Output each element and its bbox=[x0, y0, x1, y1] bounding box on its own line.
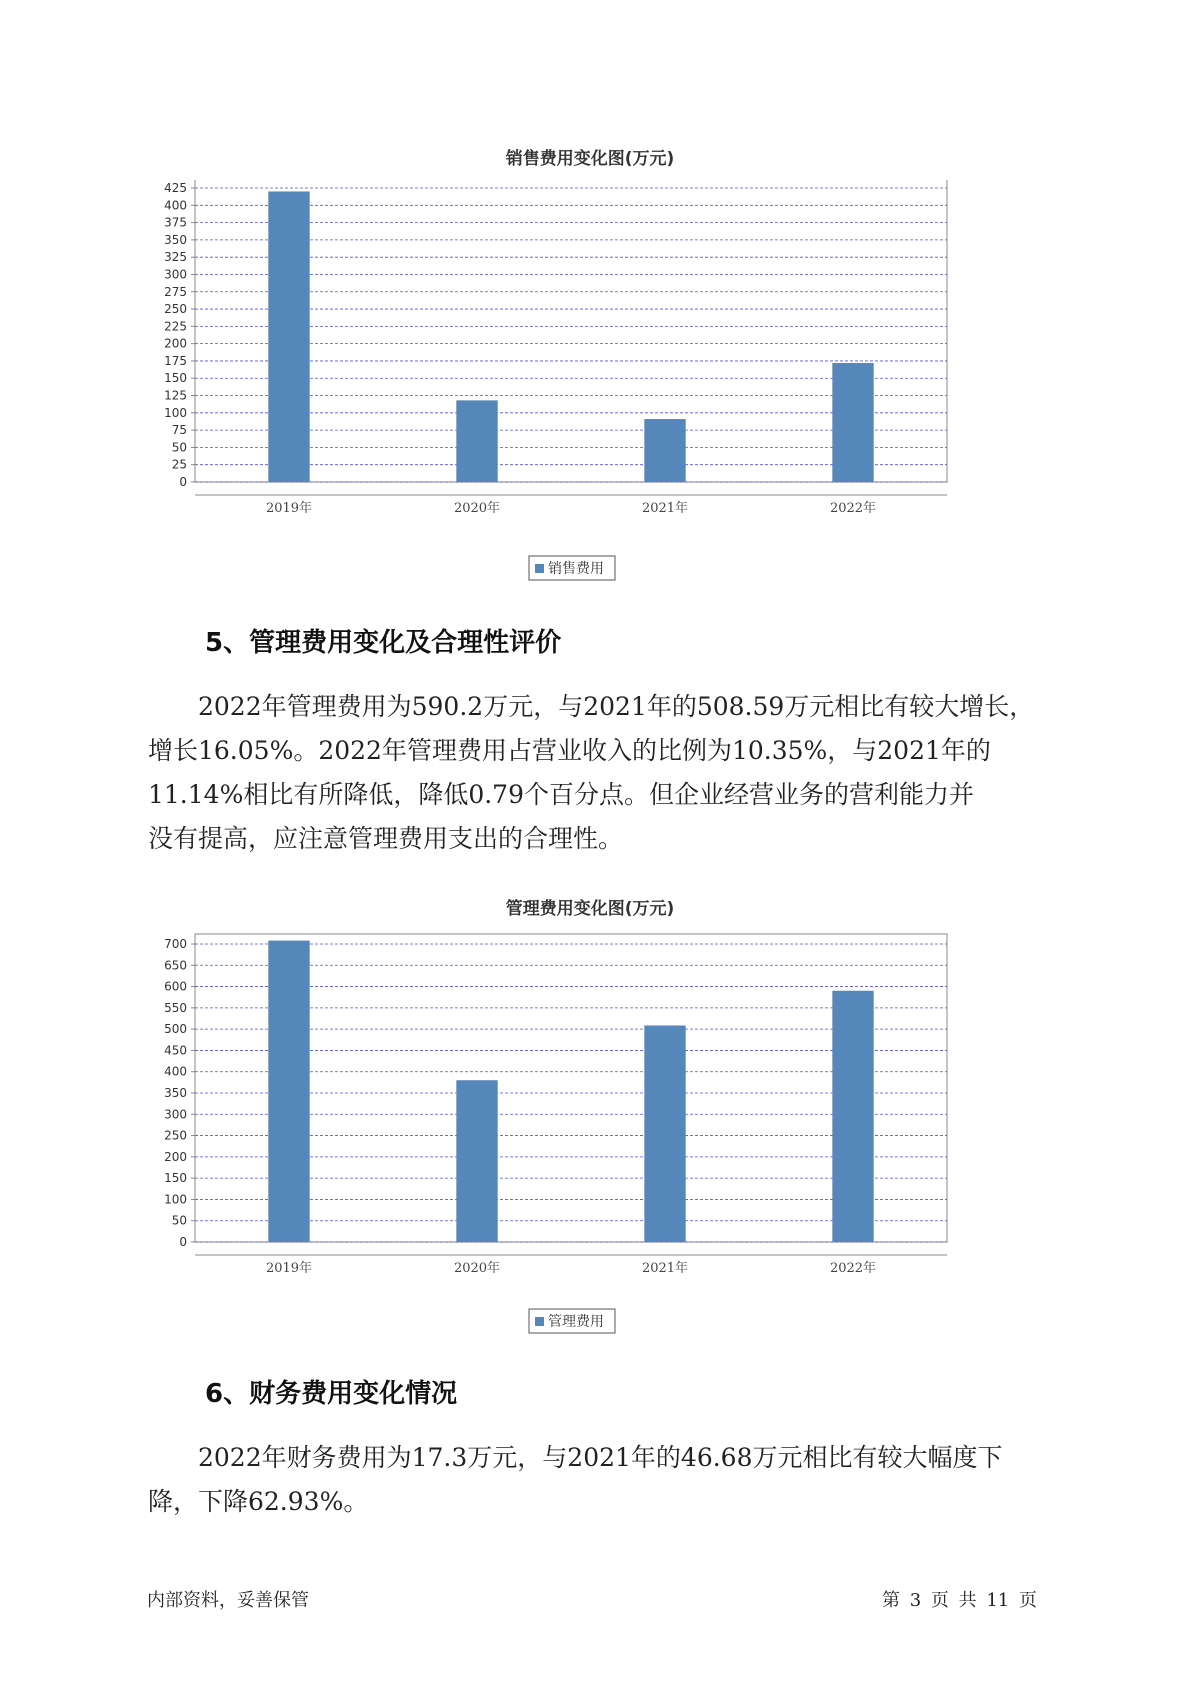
y-tick-label: 425 bbox=[164, 181, 187, 195]
y-tick-label: 200 bbox=[164, 1149, 187, 1164]
section-6-heading: 6、财务费用变化情况 bbox=[205, 1379, 458, 1409]
y-tick-label: 275 bbox=[164, 284, 187, 299]
y-tick-label: 300 bbox=[164, 267, 187, 282]
y-tick-label: 200 bbox=[164, 336, 187, 351]
y-tick-label: 0 bbox=[179, 1235, 187, 1249]
y-tick-label: 100 bbox=[164, 405, 187, 420]
y-tick-label: 650 bbox=[164, 958, 187, 973]
paragraph-line: 增长16.05%。2022年管理费用占营业收入的比例为10.35%，与2021年的 bbox=[148, 736, 991, 765]
y-tick-label: 325 bbox=[164, 250, 187, 265]
y-tick-label: 450 bbox=[164, 1043, 187, 1058]
x-tick-label: 2019年 bbox=[265, 1261, 313, 1276]
y-tick-label: 50 bbox=[171, 1213, 187, 1228]
x-tick-label: 2022年 bbox=[829, 501, 877, 516]
chart-title: 管理费用变化图(万元) bbox=[505, 899, 675, 919]
y-tick-label: 375 bbox=[164, 215, 187, 230]
paragraph-line: 降，下降62.93%。 bbox=[148, 1487, 369, 1516]
bar bbox=[456, 1080, 497, 1242]
bar bbox=[268, 941, 309, 1242]
y-tick-label: 175 bbox=[164, 353, 187, 368]
y-tick-label: 125 bbox=[164, 388, 187, 403]
y-tick-label: 300 bbox=[164, 1107, 187, 1122]
page-number: 第 3 页 共 11 页 bbox=[882, 1590, 1037, 1611]
y-tick-label: 350 bbox=[164, 232, 187, 247]
y-tick-label: 150 bbox=[164, 371, 187, 386]
y-tick-label: 400 bbox=[164, 1064, 187, 1079]
y-tick-label: 250 bbox=[164, 302, 187, 317]
paragraph-line: 11.14%相比有所降低，降低0.79个百分点。但企业经营业务的营利能力并 bbox=[148, 780, 974, 809]
y-tick-label: 350 bbox=[164, 1086, 187, 1100]
sales-expense-chart bbox=[150, 140, 1030, 600]
y-tick-label: 225 bbox=[164, 319, 187, 334]
x-tick-label: 2020年 bbox=[453, 1261, 501, 1276]
bar bbox=[268, 191, 309, 482]
bar bbox=[832, 363, 873, 482]
y-tick-label: 700 bbox=[164, 937, 187, 951]
section-5-heading: 5、管理费用变化及合理性评价 bbox=[205, 628, 562, 658]
chart-plot bbox=[150, 930, 1030, 1350]
section-6-paragraph bbox=[148, 1436, 1078, 1524]
chart-title: 销售费用变化图(万元) bbox=[505, 149, 675, 169]
y-tick-label: 600 bbox=[164, 979, 187, 994]
bar bbox=[644, 419, 685, 482]
legend-label: 管理费用 bbox=[548, 1314, 604, 1330]
y-tick-label: 550 bbox=[164, 1000, 187, 1015]
y-tick-label: 400 bbox=[164, 198, 187, 213]
section-5-paragraph bbox=[148, 685, 1078, 861]
y-tick-label: 50 bbox=[171, 440, 187, 455]
bar bbox=[456, 400, 497, 482]
x-tick-label: 2021年 bbox=[641, 501, 689, 516]
x-tick-label: 2020年 bbox=[453, 501, 501, 516]
footer-confidential: 内部资料，妥善保管 bbox=[147, 1590, 309, 1611]
x-tick-label: 2019年 bbox=[265, 501, 313, 516]
paragraph-line: 2022年财务费用为17.3万元，与2021年的46.68万元相比有较大幅度下 bbox=[148, 1443, 1003, 1472]
x-tick-label: 2021年 bbox=[641, 1261, 689, 1276]
y-tick-label: 0 bbox=[179, 475, 187, 489]
y-tick-label: 100 bbox=[164, 1192, 187, 1207]
y-tick-label: 250 bbox=[164, 1128, 187, 1143]
bar bbox=[644, 1025, 685, 1242]
y-tick-label: 500 bbox=[164, 1022, 187, 1037]
legend-label: 销售费用 bbox=[548, 561, 604, 577]
paragraph-line: 没有提高，应注意管理费用支出的合理性。 bbox=[148, 824, 624, 853]
chart-plot bbox=[150, 180, 1030, 610]
y-tick-label: 25 bbox=[171, 457, 187, 472]
y-tick-label: 75 bbox=[171, 423, 187, 438]
bar bbox=[832, 991, 873, 1242]
y-tick-label: 150 bbox=[164, 1171, 187, 1186]
admin-expense-chart bbox=[150, 890, 1030, 1350]
paragraph-line: 2022年管理费用为590.2万元，与2021年的508.59万元相比有较大增长， bbox=[148, 692, 1035, 721]
x-tick-label: 2022年 bbox=[829, 1261, 877, 1276]
legend-swatch bbox=[535, 1317, 544, 1326]
legend-swatch bbox=[535, 564, 544, 573]
